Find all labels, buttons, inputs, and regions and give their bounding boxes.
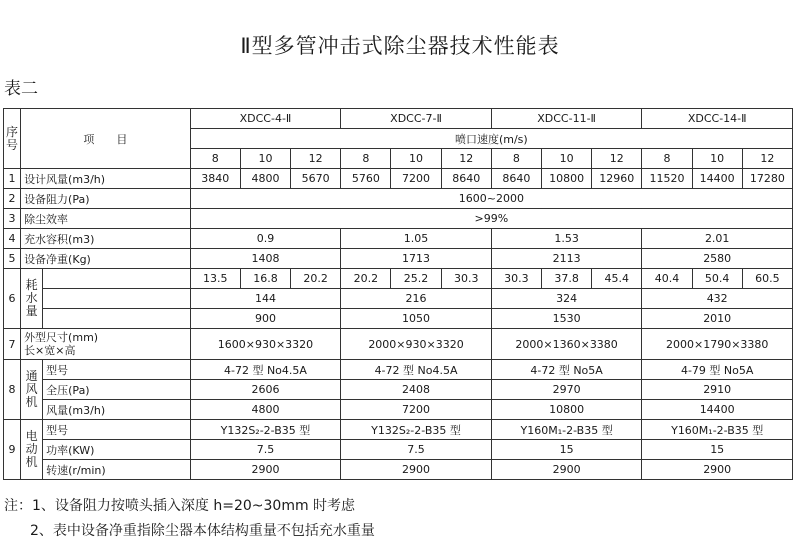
speed-cell: 10	[692, 149, 742, 169]
table-cell: 1.53	[491, 229, 642, 249]
table-cell: 8640	[441, 169, 491, 189]
table-cell: 7.5	[341, 440, 492, 460]
table-row	[4, 249, 793, 269]
row-label: 风量(m3/h)	[43, 400, 191, 420]
speed-cell: 12	[441, 149, 491, 169]
header-model: XDCC-4-Ⅱ	[190, 109, 341, 129]
table-cell: 324	[491, 289, 642, 309]
row-number: 4	[4, 229, 21, 249]
speed-cell: 10	[240, 149, 290, 169]
table-cell: 2000×930×3320	[341, 329, 492, 360]
speed-cell: 12	[291, 149, 341, 169]
row-number: 3	[4, 209, 21, 229]
table-cell: 432	[642, 289, 793, 309]
table-cell: Y132S₂-2-B35 型	[190, 420, 341, 440]
table-row	[4, 380, 793, 400]
table-row	[4, 209, 793, 229]
table-cell: 13.5	[190, 269, 240, 289]
table-cell: 20.2	[291, 269, 341, 289]
table-row	[4, 360, 793, 380]
table-cell: 1713	[341, 249, 492, 269]
table-cell: 50.4	[692, 269, 742, 289]
table-cell: 37.8	[542, 269, 592, 289]
table-cell: 16.8	[240, 269, 290, 289]
table-cell: 144	[190, 289, 341, 309]
table-cell: 2900	[642, 460, 793, 480]
table-row	[4, 309, 793, 329]
row-label-line2: 长×宽×高	[24, 344, 76, 357]
table-cell: 4800	[240, 169, 290, 189]
table-cell: 2.01	[642, 229, 793, 249]
table-cell: 2000×1790×3380	[642, 329, 793, 360]
table-cell: 11520	[642, 169, 692, 189]
table-cell: 25.2	[391, 269, 441, 289]
table-cell: 5760	[341, 169, 391, 189]
table-cell: 40.4	[642, 269, 692, 289]
page-title: Ⅱ型多管冲击式除尘器技术性能表	[240, 34, 560, 58]
row-group-label: 耗水量	[21, 269, 43, 329]
header-model: XDCC-7-Ⅱ	[341, 109, 492, 129]
table-cell: 1600~2000	[190, 189, 792, 209]
row-number: 7	[4, 329, 21, 360]
row-number: 6	[4, 269, 21, 329]
row-label: 全压(Pa)	[43, 380, 191, 400]
table-cell: 15	[642, 440, 793, 460]
table-cell: 1050	[341, 309, 492, 329]
table-cell: Y160M₁-2-B35 型	[642, 420, 793, 440]
table-cell: 7200	[391, 169, 441, 189]
row-label: 设备净重(Kg)	[21, 249, 191, 269]
table-cell: 1.05	[341, 229, 492, 249]
speed-cell: 8	[190, 149, 240, 169]
table-cell: 2000×1360×3380	[491, 329, 642, 360]
footnote: 2、表中设备净重指除尘器本体结构重量不包括充水重量	[30, 523, 375, 539]
table-row	[4, 189, 793, 209]
row-label: 型号	[43, 420, 191, 440]
row-label	[21, 329, 191, 360]
empty-label-cell	[43, 289, 191, 309]
table-row	[4, 329, 793, 360]
table-cell: 2010	[642, 309, 793, 329]
table-cell: 2606	[190, 380, 341, 400]
table-cell: 14400	[692, 169, 742, 189]
table-cell: 8640	[491, 169, 541, 189]
table-cell: 5670	[291, 169, 341, 189]
table-cell: 900	[190, 309, 341, 329]
performance-table	[3, 108, 793, 480]
table-cell: 2900	[341, 460, 492, 480]
table-cell: 4-79 型 No5A	[642, 360, 793, 380]
empty-label-cell	[43, 309, 191, 329]
row-label-line1: 外型尺寸(mm)	[24, 331, 99, 344]
footnote: 注：1、设备阻力按喷头插入深度 h=20~30mm 时考虑	[4, 498, 356, 514]
table-cell: 10800	[542, 169, 592, 189]
speed-cell: 8	[341, 149, 391, 169]
table-row	[4, 460, 793, 480]
table-cell: 2970	[491, 380, 642, 400]
row-number: 1	[4, 169, 21, 189]
table-cell: 15	[491, 440, 642, 460]
row-group-label: 通风机	[21, 360, 43, 420]
table-cell: 4-72 型 No4.5A	[190, 360, 341, 380]
table-cell: 1408	[190, 249, 341, 269]
table-row	[4, 229, 793, 249]
table-row	[4, 400, 793, 420]
table-cell: 2408	[341, 380, 492, 400]
empty-label-cell	[43, 269, 191, 289]
table-cell: 2580	[642, 249, 793, 269]
table-cell: 2900	[190, 460, 341, 480]
row-label: 转速(r/min)	[43, 460, 191, 480]
row-label: 除尘效率	[21, 209, 191, 229]
table-cell: >99%	[190, 209, 792, 229]
speed-cell: 10	[542, 149, 592, 169]
table-cell: 0.9	[190, 229, 341, 249]
table-cell: 14400	[642, 400, 793, 420]
table-cell: Y132S₂-2-B35 型	[341, 420, 492, 440]
table-cell: 2113	[491, 249, 642, 269]
table-cell: 30.3	[491, 269, 541, 289]
row-number: 9	[4, 420, 21, 480]
row-number: 8	[4, 360, 21, 420]
row-number: 2	[4, 189, 21, 209]
header-model: XDCC-11-Ⅱ	[491, 109, 642, 129]
table-cell: 12960	[592, 169, 642, 189]
speed-cell: 12	[742, 149, 792, 169]
header-model: XDCC-14-Ⅱ	[642, 109, 793, 129]
table-cell: 1530	[491, 309, 642, 329]
speed-cell: 10	[391, 149, 441, 169]
row-label: 充水容积(m3)	[21, 229, 191, 249]
row-group-label: 电动机	[21, 420, 43, 480]
table-cell: 2900	[491, 460, 642, 480]
table-cell: 10800	[491, 400, 642, 420]
table-cell: 4800	[190, 400, 341, 420]
table-cell: 7.5	[190, 440, 341, 460]
table-row	[4, 289, 793, 309]
speed-cell: 8	[642, 149, 692, 169]
header-seq: 序号	[4, 109, 21, 169]
header-nozzle-speed: 喷口速度(m/s)	[190, 129, 792, 149]
table-cell: 45.4	[592, 269, 642, 289]
table-cell: 20.2	[341, 269, 391, 289]
table-cell: Y160M₁-2-B35 型	[491, 420, 642, 440]
speed-cell: 12	[592, 149, 642, 169]
table-row	[4, 269, 793, 289]
table-cell: 4-72 型 No5A	[491, 360, 642, 380]
speed-cell: 8	[491, 149, 541, 169]
table-cell: 216	[341, 289, 492, 309]
table-row	[4, 440, 793, 460]
table-cell: 17280	[742, 169, 792, 189]
table-cell: 2910	[642, 380, 793, 400]
row-label: 设备阻力(Pa)	[21, 189, 191, 209]
header-row-models	[4, 109, 793, 129]
table-cell: 60.5	[742, 269, 792, 289]
header-item: 项 目	[21, 109, 191, 169]
table-cell: 3840	[190, 169, 240, 189]
table-row	[4, 420, 793, 440]
table-row	[4, 169, 793, 189]
table-cell: 1600×930×3320	[190, 329, 341, 360]
table-caption: 表二	[4, 79, 38, 99]
row-label: 设计风量(m3/h)	[21, 169, 191, 189]
row-label: 功率(KW)	[43, 440, 191, 460]
row-number: 5	[4, 249, 21, 269]
row-label: 型号	[43, 360, 191, 380]
table-cell: 4-72 型 No4.5A	[341, 360, 492, 380]
footnotes	[4, 494, 375, 544]
table-cell: 30.3	[441, 269, 491, 289]
table-cell: 7200	[341, 400, 492, 420]
